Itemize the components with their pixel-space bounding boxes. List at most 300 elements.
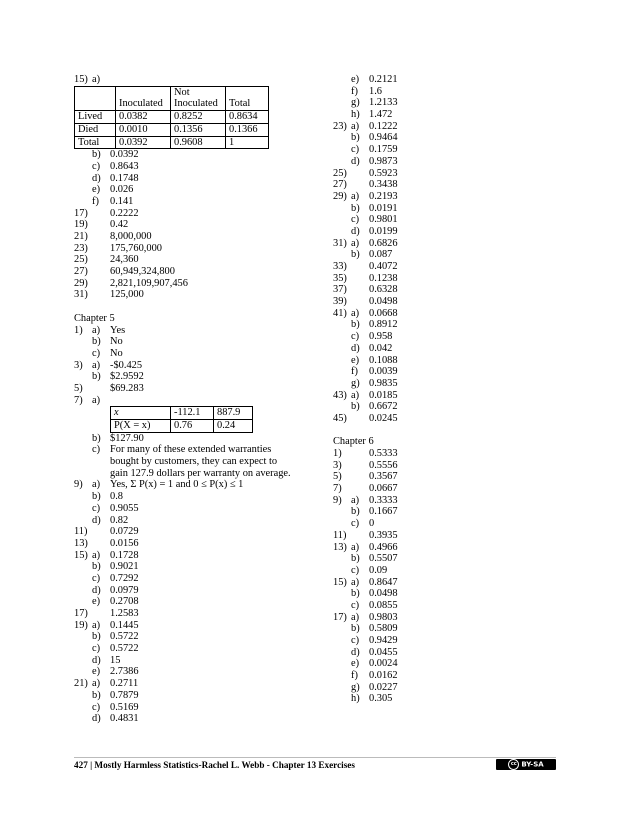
answer-value: 0.0455 (369, 646, 398, 658)
sub-label: e) (351, 354, 360, 366)
sub-label: a) (92, 394, 101, 406)
problem-number: 15) (333, 576, 347, 588)
answer-value: 0.6826 (369, 237, 398, 249)
sub-label: e) (92, 596, 101, 608)
problem-number: 5) (74, 382, 83, 394)
table-cell: 0.8252 (171, 111, 226, 124)
answer-row (333, 179, 563, 191)
answer-value: 0.0156 (110, 537, 139, 549)
answer-row (74, 360, 334, 372)
sub-label: b) (351, 319, 360, 331)
right-column (333, 74, 563, 705)
problem-number: 29) (74, 277, 88, 289)
problem-number: 39) (333, 296, 347, 308)
problem-number: 19) (74, 619, 88, 631)
answer-value: 0.0227 (369, 681, 398, 693)
answer-value: 0.0979 (110, 584, 139, 596)
sub-label: d) (351, 342, 360, 354)
header-line: Not (174, 86, 190, 98)
sub-label: b) (92, 336, 101, 348)
table-cell: 1 (226, 136, 269, 149)
sub-label: g) (351, 97, 360, 109)
answer-value: 0.0667 (369, 483, 398, 495)
answer-value: No (110, 336, 123, 348)
answer-value: 0.9873 (369, 155, 398, 167)
answer-value: 8,000,000 (110, 231, 152, 243)
answer-row (74, 515, 334, 527)
sub-label: b) (351, 506, 360, 518)
answer-row (74, 479, 334, 491)
answer-value: 0.7879 (110, 689, 139, 701)
sub-label: b) (92, 561, 101, 573)
answer-row (333, 296, 563, 308)
answer-value: For many of these extended warranties (110, 444, 272, 456)
sub-label: a) (92, 619, 101, 631)
sub-label: c) (351, 214, 360, 226)
answer-value: 0.042 (369, 342, 393, 354)
answer-row (74, 433, 334, 445)
table-cell: 0.0392 (116, 136, 171, 149)
answer-value: 0.1748 (110, 172, 139, 184)
table-row (111, 407, 253, 420)
sub-label: d) (351, 155, 360, 167)
answer-value: 0.9021 (110, 561, 139, 573)
answer-value: $69.283 (110, 382, 144, 394)
sub-label: c) (351, 635, 360, 646)
problem-number: 33) (333, 261, 347, 272)
table-cell: 887.9 (214, 407, 253, 420)
answer-value: 0.1238 (369, 272, 398, 284)
answer-value: 15 (110, 654, 121, 666)
sub-label: d) (92, 172, 101, 184)
answer-row (74, 491, 334, 503)
sub-label: g) (351, 681, 360, 693)
header-line: Inoculated (174, 98, 218, 110)
answer-value: 1.2583 (110, 608, 139, 620)
answer-row (74, 468, 334, 480)
answer-row (74, 596, 334, 608)
problem-number: 29) (333, 190, 347, 202)
problem-number: 35) (333, 272, 347, 284)
sub-label: f) (351, 670, 358, 682)
table-cell: Lived (75, 111, 116, 124)
table-row (75, 136, 269, 149)
answer-row (74, 713, 334, 725)
answer-row (333, 530, 563, 542)
sub-label: d) (92, 713, 101, 725)
table-cell: 0.76 (171, 420, 214, 433)
answer-value: 0.5722 (110, 631, 139, 643)
answer-row (333, 542, 563, 554)
answer-row (333, 460, 563, 472)
answer-value: 0.2193 (369, 190, 398, 202)
answer-row (333, 109, 563, 121)
problem-number: 21) (74, 678, 88, 690)
problem-number: 5) (333, 471, 342, 483)
sub-label: e) (92, 184, 101, 196)
table-cell: Died (75, 123, 116, 136)
sub-label: a) (92, 479, 101, 491)
answer-value: 0.09 (369, 564, 388, 576)
cc-icon: cc (508, 759, 519, 770)
problem-number: 19) (74, 219, 88, 231)
answer-row (333, 378, 563, 390)
answer-value: 175,760,000 (110, 242, 162, 254)
sub-label: c) (351, 144, 360, 156)
sub-label: b) (92, 149, 101, 161)
answer-row (333, 670, 563, 682)
answer-value: 0.9464 (369, 132, 398, 144)
answer-value: 125,000 (110, 289, 144, 301)
answer-row (74, 690, 334, 702)
answer-row (333, 308, 563, 320)
answer-row (74, 278, 334, 290)
answer-value: 60,949,324,800 (110, 266, 175, 278)
sub-label: b) (351, 623, 360, 635)
license-text: BY-SA (521, 760, 544, 769)
answer-row (74, 702, 334, 714)
answer-row (333, 238, 563, 250)
answer-value: 0.0199 (369, 225, 398, 237)
answer-value: 0.5333 (369, 448, 398, 459)
problem-number: 11) (74, 526, 88, 538)
chapter-6-heading: Chapter 6 (333, 436, 374, 448)
answer-row (74, 266, 334, 278)
answer-value: 0.6328 (369, 284, 398, 296)
answer-value: 1.6 (369, 85, 382, 97)
answer-value: 0.8643 (110, 160, 139, 172)
answer-row (333, 506, 563, 518)
answer-value: 0.0162 (369, 670, 398, 682)
answer-value: 0.2711 (110, 678, 139, 690)
answer-row (333, 623, 563, 635)
problem-number: 7) (333, 483, 342, 495)
problem-number: 11) (333, 529, 347, 541)
answer-value: 0.0024 (369, 658, 398, 670)
problem-number: 3) (74, 359, 83, 371)
sub-label: c) (92, 160, 101, 172)
answer-row (74, 231, 334, 243)
sub-label: a) (351, 237, 360, 249)
problem-number: 1) (74, 324, 83, 336)
sub-label: c) (351, 518, 360, 530)
answer-row (74, 678, 334, 690)
sub-label: a) (92, 74, 101, 85)
answer-value: bought by customers, they can expect to (110, 456, 278, 468)
sub-label: c) (92, 502, 101, 514)
chapter-5-heading: Chapter 5 (74, 312, 115, 324)
sub-label: d) (351, 225, 360, 237)
sub-label: b) (92, 631, 101, 643)
table-cell: 0.1356 (171, 123, 226, 136)
answer-value: 0.82 (110, 514, 129, 526)
problem-number: 17) (74, 608, 88, 620)
answer-row (333, 588, 563, 600)
sub-label: a) (92, 549, 101, 561)
problem-number: 13) (333, 541, 347, 553)
sub-label: e) (92, 666, 101, 678)
table-cell: 0.0382 (116, 111, 171, 124)
answer-value: 0.3935 (369, 529, 398, 541)
answer-value: 0.3567 (369, 471, 398, 483)
answer-row (333, 635, 563, 647)
contingency-table (74, 86, 269, 150)
answer-value: 0.3438 (369, 179, 398, 191)
sub-label: f) (351, 85, 358, 97)
sub-label: a) (351, 541, 360, 553)
answer-row (74, 550, 334, 562)
answer-value: Yes (110, 324, 126, 336)
problem-number: 23) (74, 242, 88, 254)
answer-row (333, 284, 563, 296)
answer-value: 0.5923 (369, 167, 398, 179)
answer-row (74, 608, 334, 620)
answer-value: 0.6672 (369, 401, 398, 413)
sub-label: c) (92, 701, 101, 713)
answer-row (333, 612, 563, 624)
answer-value: 0.1728 (110, 549, 139, 561)
sub-label: f) (351, 366, 358, 378)
answer-row (333, 577, 563, 589)
answer-row (333, 261, 563, 273)
answer-row (74, 383, 334, 395)
problem-number: 41) (333, 307, 347, 319)
answer-value: 1.472 (369, 109, 393, 121)
answer-value: 0.0668 (369, 307, 398, 319)
sub-label: e) (351, 658, 360, 670)
answer-value: 0.1088 (369, 354, 398, 366)
answer-row (74, 348, 334, 360)
table-row (75, 123, 269, 136)
problem-number: 1) (333, 448, 342, 459)
answer-row (333, 86, 563, 98)
answer-value: 0.9429 (369, 635, 398, 646)
answer-row (74, 456, 334, 468)
answer-row (74, 196, 334, 208)
answer-value: 0.8912 (369, 319, 398, 331)
sub-label: c) (92, 572, 101, 584)
answer-row (333, 156, 563, 168)
answer-row (333, 471, 563, 483)
answer-row (333, 448, 563, 460)
answer-row (333, 319, 563, 331)
table-row (75, 111, 269, 124)
answer-row (333, 168, 563, 180)
left-column (74, 74, 334, 725)
answer-row (333, 366, 563, 378)
answer-row (333, 97, 563, 109)
sub-label: b) (351, 249, 360, 261)
sub-label: e) (351, 74, 360, 85)
sub-label: c) (92, 347, 101, 359)
page-footer (74, 757, 556, 772)
answer-value: 0.305 (369, 693, 393, 705)
answer-row (74, 325, 334, 337)
table-header-row (75, 86, 269, 110)
answer-row (74, 208, 334, 220)
answer-row (333, 331, 563, 343)
problem-number: 43) (333, 389, 347, 401)
answer-row (333, 658, 563, 670)
answer-value: 0.5556 (369, 459, 398, 471)
answer-value: 2,821,109,907,456 (110, 277, 188, 289)
problem-number: 23) (333, 120, 347, 132)
problem-number: 37) (333, 284, 347, 296)
answer-value: 2.7386 (110, 666, 139, 678)
sub-label: c) (351, 564, 360, 576)
table-header-cell (75, 86, 116, 110)
answer-row (74, 585, 334, 597)
sub-label: a) (92, 324, 101, 336)
answer-value: 0.5722 (110, 643, 139, 655)
answer-row (333, 401, 563, 413)
sub-label: a) (92, 678, 101, 690)
answer-value: 0.8647 (369, 576, 398, 588)
answer-value: 0.8 (110, 491, 123, 503)
answer-value: 0.0729 (110, 526, 139, 538)
answer-value: 0.3333 (369, 494, 398, 506)
answer-row (333, 355, 563, 367)
table-cell: 0.8634 (226, 111, 269, 124)
answer-value: No (110, 347, 123, 359)
answer-row (333, 343, 563, 355)
answer-row (333, 226, 563, 238)
table-cell: x (111, 407, 171, 420)
answer-row (74, 643, 334, 655)
sub-label: a) (351, 494, 360, 506)
sub-label: a) (351, 576, 360, 588)
answer-row (74, 173, 334, 185)
answer-row (333, 121, 563, 133)
answer-row (74, 561, 334, 573)
answer-value: 0.5809 (369, 623, 398, 635)
sub-label: c) (351, 331, 360, 343)
answer-row (74, 538, 334, 550)
problem-number: 17) (74, 207, 88, 219)
answer-row (333, 390, 563, 402)
answer-row (74, 371, 334, 383)
answer-value: 0.087 (369, 249, 393, 261)
sub-label: d) (351, 646, 360, 658)
problem-number: 25) (74, 254, 88, 266)
answer-value: 0.9835 (369, 377, 398, 389)
answer-row (333, 553, 563, 565)
sub-label: b) (351, 401, 360, 413)
sub-label: d) (92, 654, 101, 666)
answer-value: 0.5169 (110, 701, 139, 713)
answer-value: 0.9803 (369, 611, 398, 623)
problem-15a (74, 74, 334, 86)
table-cell: 0.0010 (116, 123, 171, 136)
sub-label: a) (351, 389, 360, 401)
answer-row (333, 495, 563, 507)
table-header-cell: Total (226, 86, 269, 110)
answer-row (74, 243, 334, 255)
problem-number: 9) (74, 479, 83, 491)
sub-label: b) (351, 202, 360, 214)
problem-number: 15) (74, 74, 88, 85)
problem-number: 27) (74, 266, 88, 278)
problem-number: 17) (333, 611, 347, 623)
probability-table (110, 406, 253, 432)
table-cell: 0.1366 (226, 123, 269, 136)
answer-row (333, 682, 563, 694)
answer-row (333, 693, 563, 705)
footer-text: 427 | Mostly Harmless Statistics-Rachel L. Webb - Chapter 13 Exercises (74, 760, 355, 770)
answer-row (74, 666, 334, 678)
answer-row (74, 573, 334, 585)
answer-row (333, 647, 563, 659)
answer-value: 0.0191 (369, 202, 398, 214)
sub-label: g) (351, 377, 360, 389)
answer-value: gain 127.9 dollars per warranty on average. (110, 467, 291, 479)
problem-number: 15) (74, 549, 88, 561)
answer-value: $2.9592 (110, 371, 144, 383)
table-cell: 0.9608 (171, 136, 226, 149)
answer-row (333, 273, 563, 285)
answer-row (74, 254, 334, 266)
answer-value: 0.9055 (110, 502, 139, 514)
answer-value: 0.7292 (110, 572, 139, 584)
sub-label: b) (92, 689, 101, 701)
problem-number: 25) (333, 167, 347, 179)
answer-row (333, 518, 563, 530)
sub-label: b) (351, 553, 360, 565)
answer-value: 0.2708 (110, 596, 139, 608)
answer-value: 0.1222 (369, 120, 398, 132)
answer-value: 0.0039 (369, 366, 398, 378)
answer-row (74, 149, 334, 161)
problem-number: 9) (333, 494, 342, 506)
answer-value: 1.2133 (369, 97, 398, 109)
answer-value: 0.2121 (369, 74, 398, 85)
sub-label: c) (92, 643, 101, 655)
sub-label: a) (351, 307, 360, 319)
table-cell: Total (75, 136, 116, 149)
table-header-cell: Inoculated (116, 86, 171, 110)
sub-label: a) (92, 359, 101, 371)
answer-row (74, 395, 334, 407)
answer-value: 0.141 (110, 195, 134, 207)
answer-row (333, 144, 563, 156)
answer-value: 24,360 (110, 254, 139, 266)
sub-label: d) (92, 514, 101, 526)
answer-value: 0.0498 (369, 588, 398, 600)
sub-label: b) (351, 132, 360, 144)
answer-row (74, 219, 334, 231)
sub-label: b) (351, 588, 360, 600)
answer-row (74, 526, 334, 538)
answer-value: 0.0185 (369, 389, 398, 401)
answer-row (74, 444, 334, 456)
answer-value: 0 (369, 518, 375, 530)
answer-value: Yes, Σ P(x) = 1 and 0 ≤ P(x) ≤ 1 (110, 479, 244, 491)
problem-number: 31) (74, 289, 88, 301)
answer-value: 0.9801 (369, 214, 398, 226)
sub-label: c) (92, 444, 101, 456)
sub-label: c) (351, 599, 360, 611)
sub-label: b) (92, 371, 101, 383)
sub-label: b) (92, 432, 101, 444)
answer-row (333, 249, 563, 261)
table-cell: -112.1 (171, 407, 214, 420)
answer-value: 0.4072 (369, 261, 398, 272)
sub-label: h) (351, 693, 360, 705)
problem-number: 27) (333, 179, 347, 191)
answer-row (333, 413, 563, 425)
answer-value: 0.0245 (369, 412, 398, 424)
table-cell: 0.24 (214, 420, 253, 433)
